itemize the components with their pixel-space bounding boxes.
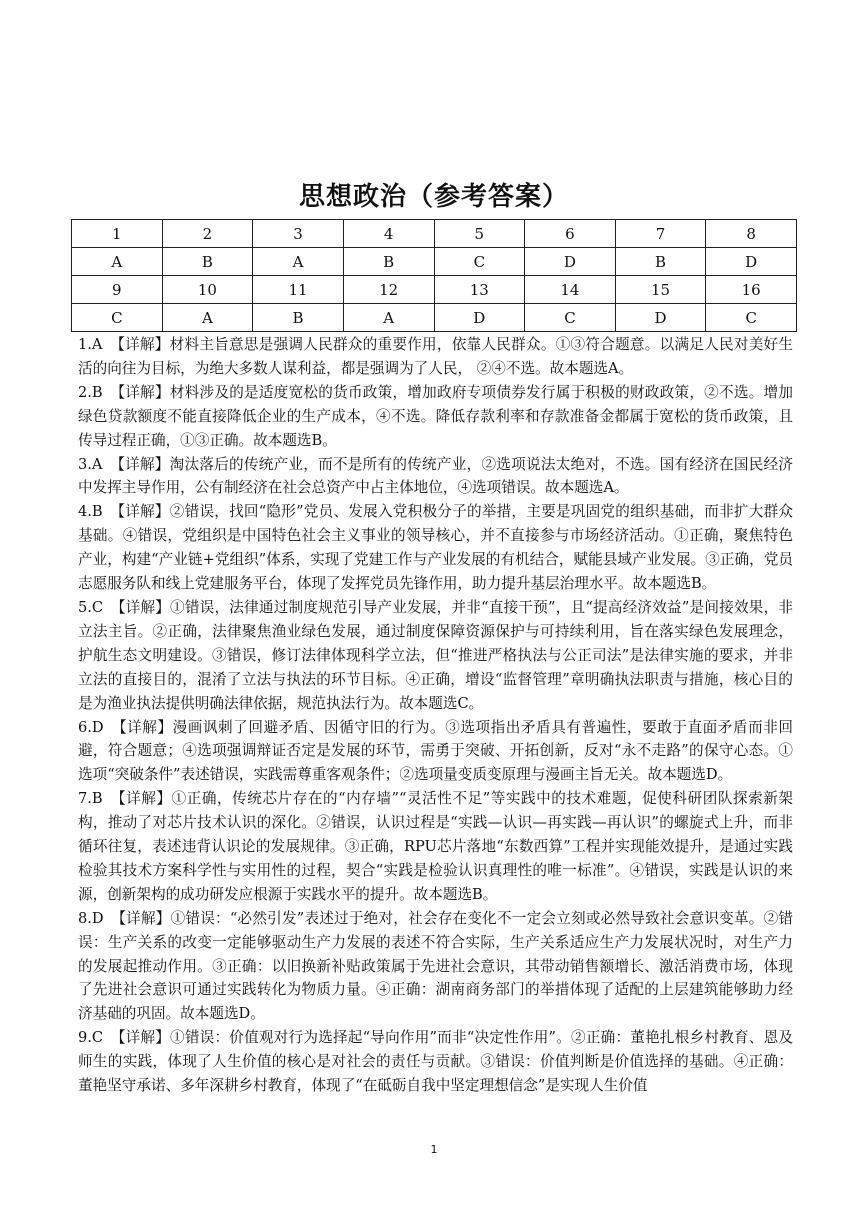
explanation-item: 4.B 【详解】②错误，找回“隐形”党员、发展入党积极分子的举措，主要是巩固党的组织基础，而非扩大群众基础。④错误，党组织是中国特色社会主义事业的领导核心，并不直接参与市场经济活动。①正确，聚焦特色产业，构建“产业链+党组织”体系，实现了党建工作与产业发展的有机结合，赋能县域产业发展。③正确，党员志愿服务队和线上党建服务平台，体现了发挥党员先锋作用，助力提升基层治理水平。故本题选B。 — [78, 503, 793, 593]
answer-cell: B — [162, 248, 253, 276]
answer-cell: C — [72, 304, 163, 332]
explanations — [78, 333, 793, 1098]
answer-cell: A — [253, 248, 344, 276]
answer-cell: C — [706, 304, 797, 332]
question-number-cell: 8 — [706, 220, 797, 248]
question-number-cell: 16 — [706, 276, 797, 304]
answer-cell: A — [343, 304, 434, 332]
answer-cell: A — [162, 304, 253, 332]
question-number-row — [72, 220, 797, 248]
question-number-cell: 5 — [434, 220, 525, 248]
answer-cell: D — [706, 248, 797, 276]
question-number-cell: 13 — [434, 276, 525, 304]
answer-cell: D — [434, 304, 525, 332]
explanation-item: 9.C 【详解】①错误：价值观对行为选择起“导向作用”而非“决定性作用”。②正确：董艳扎根乡村教育、恩及师生的实践，体现了人生价值的核心是对社会的责任与贡献。③错误：价值判断是价值选择的基础。④正确：董艳坚守承诺、多年深耕乡村教育，体现了“在砥砺自我中坚定理想信念”是实现人生价值 — [78, 1029, 793, 1095]
question-number-cell: 12 — [343, 276, 434, 304]
answer-row — [72, 248, 797, 276]
answer-cell: A — [72, 248, 163, 276]
question-number-cell: 6 — [525, 220, 616, 248]
explanation-item: 5.C 【详解】①错误，法律通过制度规范引导产业发展，并非“直接干预”，且“提高经济效益”是间接效果，非立法主旨。②正确，法律聚焦渔业绿色发展，通过制度保障资源保护与可持续利用，旨在落实绿色发展理念，护航生态文明建设。③错误，修订法律体现科学立法，但“推进严格执法与公正司法”是法律实施的要求，并非立法的直接目的，混淆了立法与执法的环节目标。④正确，增设“监督管理”章明确执法职责与措施，核心目的是为渔业执法提供明确法律依据，规范执法行为。故本题选C。 — [78, 598, 793, 712]
question-number-cell: 14 — [525, 276, 616, 304]
explanation-item: 3.A 【详解】淘汰落后的传统产业，而不是所有的传统产业，②选项说法太绝对，不选。国有经济在国民经济中发挥主导作用，公有制经济在社会总资产中占主体地位，④选项错误。故本题选A。 — [78, 455, 793, 497]
answer-table — [71, 219, 797, 332]
answer-cell: D — [615, 304, 706, 332]
explanation-item: 2.B 【详解】材料涉及的是适度宽松的货币政策，增加政府专项债券发行属于积极的财政政策，②不选。增加绿色贷款额度不能直接降低企业的生产成本，④不选。降低存款利率和存款准备金都属于宽松的货币政策，且传导过程正确，①③正确。故本题选B。 — [78, 383, 793, 449]
answer-cell: C — [525, 304, 616, 332]
question-number-cell: 10 — [162, 276, 253, 304]
question-number-cell: 9 — [72, 276, 163, 304]
question-number-cell: 7 — [615, 220, 706, 248]
page-title: 思想政治（参考答案） — [298, 182, 569, 212]
question-number-cell: 1 — [72, 220, 163, 248]
answer-cell: B — [343, 248, 434, 276]
question-number-cell: 15 — [615, 276, 706, 304]
answer-cell: B — [253, 304, 344, 332]
question-number-cell: 3 — [253, 220, 344, 248]
page-number: 1 — [430, 1143, 438, 1156]
question-number-cell: 4 — [343, 220, 434, 248]
question-number-cell: 11 — [253, 276, 344, 304]
explanation-item: 7.B 【详解】①正确，传统芯片存在的“内存墙”“灵活性不足”等实践中的技术难题，促使科研团队探索新架构，推动了对芯片技术认识的深化。②错误，认识过程是“实践—认识—再实践—再认识”的螺旋式上升，而非循环往复，表述违背认识论的发展规律。③正确，RPU芯片落地“东数西算”工程并实现能效提升，是通过实践检验其技术方案科学性与实用性的过程，契合“实践是检验认识真理性的唯一标准”。④错误，实践是认识的来源，创新架构的成功研发应根源于实践水平的提升。故本题选B。 — [78, 790, 793, 903]
answer-row — [72, 304, 797, 332]
explanation-item: 6.D 【详解】漫画讽刺了回避矛盾、因循守旧的行为。③选项指出矛盾具有普遍性，要敢于直面矛盾而非回避，符合题意；④选项强调辩证否定是发展的环节，需勇于突破、开拓创新，反对“永不走路”的保守心态。①选项“突破条件”表述错误，实践需尊重客观条件；②选项量变质变原理与漫画主旨无关。故本题选D。 — [78, 718, 793, 784]
question-number-cell: 2 — [162, 220, 253, 248]
question-number-row — [72, 276, 797, 304]
answer-cell: C — [434, 248, 525, 276]
explanation-item: 1.A 【详解】材料主旨意思是强调人民群众的重要作用，依靠人民群众。①③符合题意。以满足人民对美好生活的向往为目标，为绝大多数人谋利益，都是强调为了人民， ②④不选。故本题选A。 — [78, 336, 793, 377]
answer-cell: D — [525, 248, 616, 276]
answer-cell: B — [615, 248, 706, 276]
explanation-item: 8.D 【详解】①错误：“必然引发”表述过于绝对，社会存在变化不一定会立刻或必然导致社会意识变革。②错误：生产关系的改变一定能够驱动生产力发展的表述不符合实际，生产关系适应生产力发展状况时，对生产力的发展起推动作用。③正确：以旧换新补贴政策属于先进社会意识，其带动销售额增长、激活消费市场，体现了先进社会意识可通过实践转化为物质力量。④正确：湖南商务部门的举措体现了适配的上层建筑能够助力经济基础的巩固。故本题选D。 — [78, 909, 793, 1023]
